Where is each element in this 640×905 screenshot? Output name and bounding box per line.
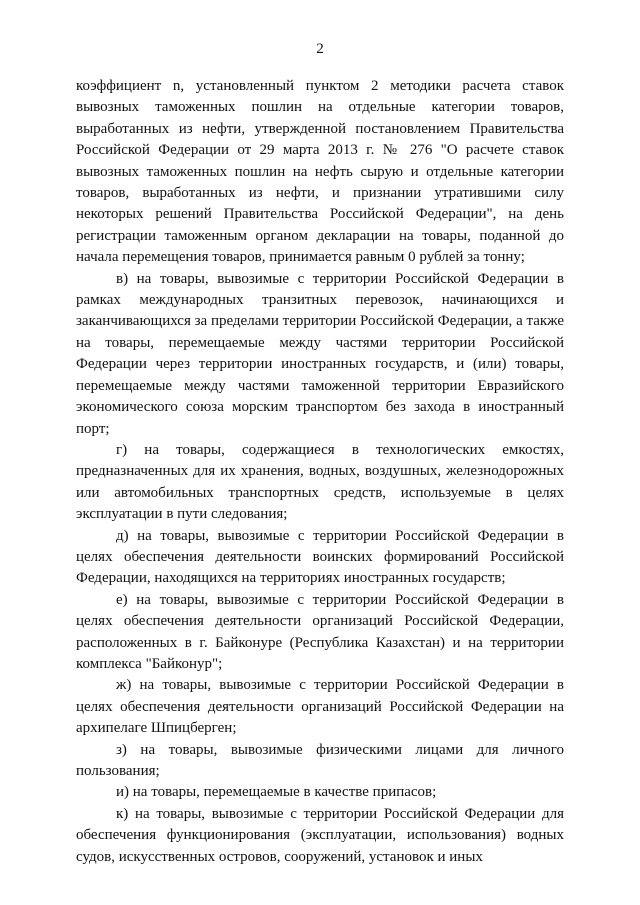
paragraph-item-g: г) на товары, содержащиеся в технологических емкостях, предназначенных для их хранения, водных, воздушных, железнодорожных или автомобильных транспортных средств, используемые в целях эксплуатации в пути следования; <box>76 441 564 523</box>
paragraph-item-d: д) на товары, вывозимые с территории Российской Федерации в целях обеспечения деятельности воинских формирований Российской Федерации, находящихся на территориях иностранных государств; <box>76 527 564 587</box>
paragraph-item-zh: ж) на товары, вывозимые с территории Российской Федерации в целях обеспечения деятельности организаций Российской Федерации на архипелаге Шпицберген; <box>76 677 564 737</box>
paragraph-item-e: е) на товары, вывозимые с территории Российской Федерации в целях обеспечения деятельности организаций Российской Федерации, расположенных в г. Байконуре (Республика Казахстан) и на территории комплекса "Байконур"; <box>76 591 564 672</box>
paragraph-item-v: в) на товары, вывозимые с территории Российской Федерации в рамках международных транзитных перевозок, начинающихся и заканчивающихся за пределами территории Российской Федерации, а также на товары, перемещаемые между частями территории Российской Федерации через территории иностранных государств, и (или) товары, перемещаемые между частями таможенной территории Евразийского экономического союза морским транспортом без захода в иностранный порт; <box>76 270 564 437</box>
document-body <box>76 76 564 868</box>
paragraph-continuation: коэффициент n, установленный пунктом 2 методики расчета ставок вывозных таможенных пошлин на отдельные категории товаров, выработанных из нефти, утвержденной постановлением Правительства Российской Федерации от 29 марта 2013 г. № 276 "О расчете ставок вывозных таможенных пошлин на нефть сырую и отдельные категории товаров, выработанных из нефти, и признании утратившими силу некоторых решений Правительства Российской Федерации", на день регистрации таможенным органом декларации на товары, поданной до начала перемещения товаров, принимается равным 0 рублей за тонну; <box>76 78 564 266</box>
paragraph-item-z: з) на товары, вывозимые физическими лицами для личного пользования; <box>76 741 564 779</box>
paragraph-item-i: и) на товары, перемещаемые в качестве припасов; <box>116 784 437 801</box>
paragraph-item-k: к) на товары, вывозимые с территории Российской Федерации для обеспечения функционирования (эксплуатации, использования) водных судов, искусственных островов, сооружений, установок и иных <box>76 805 564 865</box>
page-number: 2 <box>316 41 324 57</box>
